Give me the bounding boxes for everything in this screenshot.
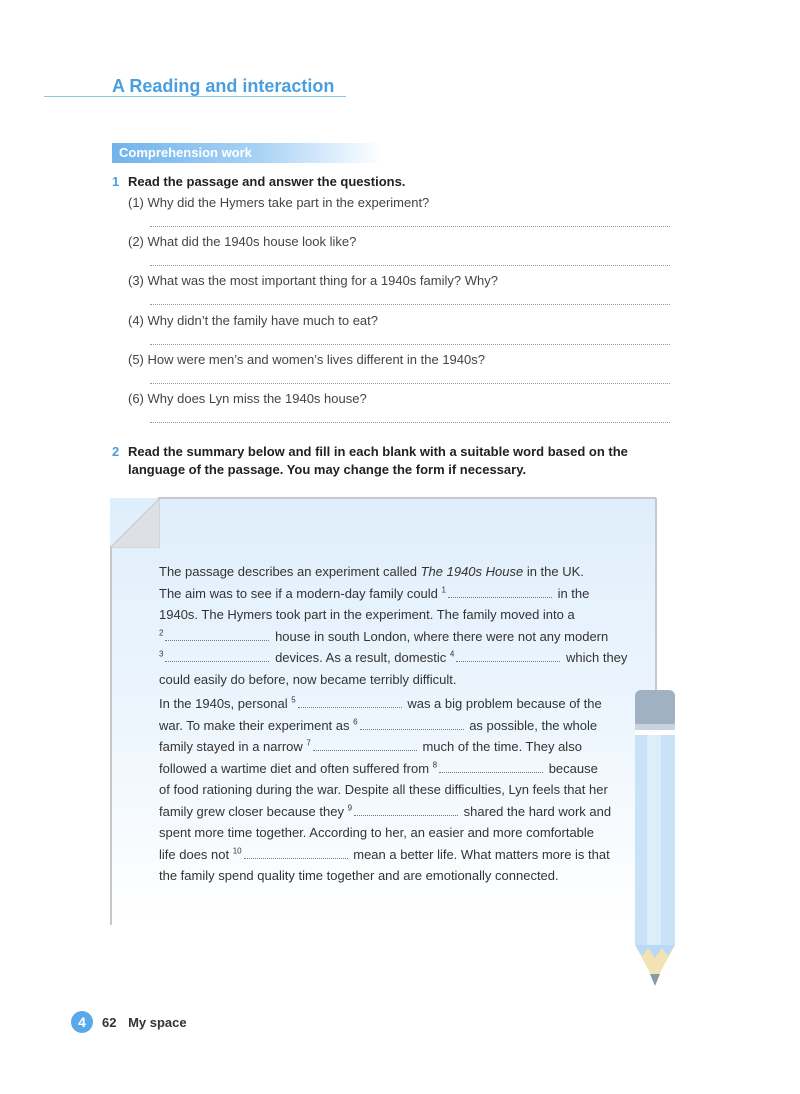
question-6: (6) Why does Lyn miss the 1940s house? — [128, 391, 367, 406]
summary-text: the family spend quality time together and are emotionally connected. — [159, 868, 559, 883]
task2-instruction-line1: Read the summary below and fill in each blank with a suitable word based on the — [128, 444, 628, 459]
summary-text: 1940s. The Hymers took part in the experiment. The family moved into a — [159, 607, 575, 622]
task2-number: 2 — [112, 444, 120, 459]
summary-text: devices. As a result, domestic — [271, 650, 450, 665]
task1-instruction: Read the passage and answer the questions. — [128, 174, 406, 189]
question-2: (2) What did the 1940s house look like? — [128, 234, 357, 249]
blank-number-4: 4 — [449, 649, 455, 659]
blank-number-1: 1 — [441, 585, 446, 595]
task1-header — [112, 173, 406, 191]
comprehension-band-label: Comprehension work — [119, 145, 252, 160]
unit-title: My space — [128, 1015, 187, 1030]
blank-number-2: 2 — [159, 628, 164, 638]
question-3: (3) What was the most important thing for a 1940s family? Why? — [128, 273, 498, 288]
summary-paragraph-2 — [159, 693, 619, 887]
answer-line-2[interactable] — [150, 265, 670, 266]
summary-text: was a big problem because of the — [403, 696, 602, 711]
summary-text: mean a better life. What matters more is that — [349, 846, 610, 862]
summary-text: much of the time. They also — [418, 739, 582, 754]
summary-text: in the UK. — [523, 564, 584, 579]
answer-line-6[interactable] — [150, 422, 670, 423]
blank-number-6: 6 — [353, 717, 358, 727]
summary-panel-top-border — [158, 497, 656, 499]
blank-2[interactable] — [165, 629, 269, 641]
summary-text: as possible, the whole — [465, 717, 598, 733]
answer-line-3[interactable] — [150, 304, 670, 305]
question-5: (5) How were men’s and women’s lives different in the 1940s? — [128, 352, 485, 367]
summary-text: could easily do before, now became terribly difficult. — [159, 671, 457, 687]
section-title: A Reading and interaction — [112, 76, 335, 96]
summary-text: of food rationing during the war. Despite all these difficulties, Lyn feels that her — [159, 782, 608, 797]
blank-number-7: 7 — [306, 738, 311, 748]
blank-4[interactable] — [456, 650, 560, 662]
blank-number-9: 9 — [347, 803, 353, 813]
blank-number-10: 10 — [232, 846, 242, 856]
summary-text: family grew closer because they — [159, 803, 348, 819]
comprehension-band — [112, 143, 382, 163]
summary-text: which they — [562, 650, 628, 665]
summary-text: followed a wartime diet and often suffered from — [159, 760, 433, 776]
summary-panel-left-border — [110, 546, 112, 925]
summary-text: war. To make their experiment as — [159, 717, 354, 733]
summary-text: shared the hard work and — [460, 803, 612, 819]
task1-number: 1 — [112, 174, 120, 189]
blank-3[interactable] — [165, 650, 269, 662]
answer-line-5[interactable] — [150, 383, 670, 384]
task2-instruction — [128, 443, 628, 479]
task2-instruction-line2: language of the passage. You may change the form if necessary. — [128, 462, 527, 477]
summary-text: in the — [553, 585, 590, 601]
blank-10[interactable] — [244, 847, 348, 859]
summary-paragraph-1 — [159, 561, 628, 690]
summary-text: house in south London, where there were not any modern — [271, 628, 609, 644]
task2-header — [112, 443, 628, 477]
blank-9[interactable] — [354, 804, 458, 816]
blank-6[interactable] — [360, 718, 464, 730]
question-1: (1) Why did the Hymers take part in the experiment? — [128, 195, 430, 210]
question-4: (4) Why didn’t the family have much to eat? — [128, 313, 379, 328]
blank-number-3: 3 — [159, 649, 164, 659]
blank-5[interactable] — [298, 696, 402, 708]
summary-text: family stayed in a narrow — [159, 739, 307, 754]
section-title-rule — [44, 96, 346, 97]
experiment-title: The 1940s House — [420, 564, 524, 579]
answer-line-1[interactable] — [150, 226, 670, 227]
page-footer — [102, 1015, 187, 1030]
blank-number-8: 8 — [432, 760, 438, 770]
summary-text: spent more time together. According to her, an easier and more comfortable — [159, 825, 595, 840]
summary-text: The aim was to see if a modern-day family could — [159, 585, 442, 601]
unit-badge: 4 — [71, 1011, 93, 1033]
summary-text: life does not — [159, 846, 233, 862]
page-number: 62 — [102, 1015, 117, 1030]
blank-1[interactable] — [448, 586, 552, 598]
summary-text: In the 1940s, personal — [159, 696, 292, 711]
blank-number-5: 5 — [291, 695, 296, 705]
summary-text: because — [545, 760, 598, 776]
blank-8[interactable] — [439, 761, 543, 773]
page-fold-corner — [110, 498, 160, 548]
blank-7[interactable] — [313, 739, 417, 751]
pencil-icon — [633, 690, 677, 1000]
answer-line-4[interactable] — [150, 344, 670, 345]
summary-text: The passage describes an experiment called — [159, 564, 421, 579]
